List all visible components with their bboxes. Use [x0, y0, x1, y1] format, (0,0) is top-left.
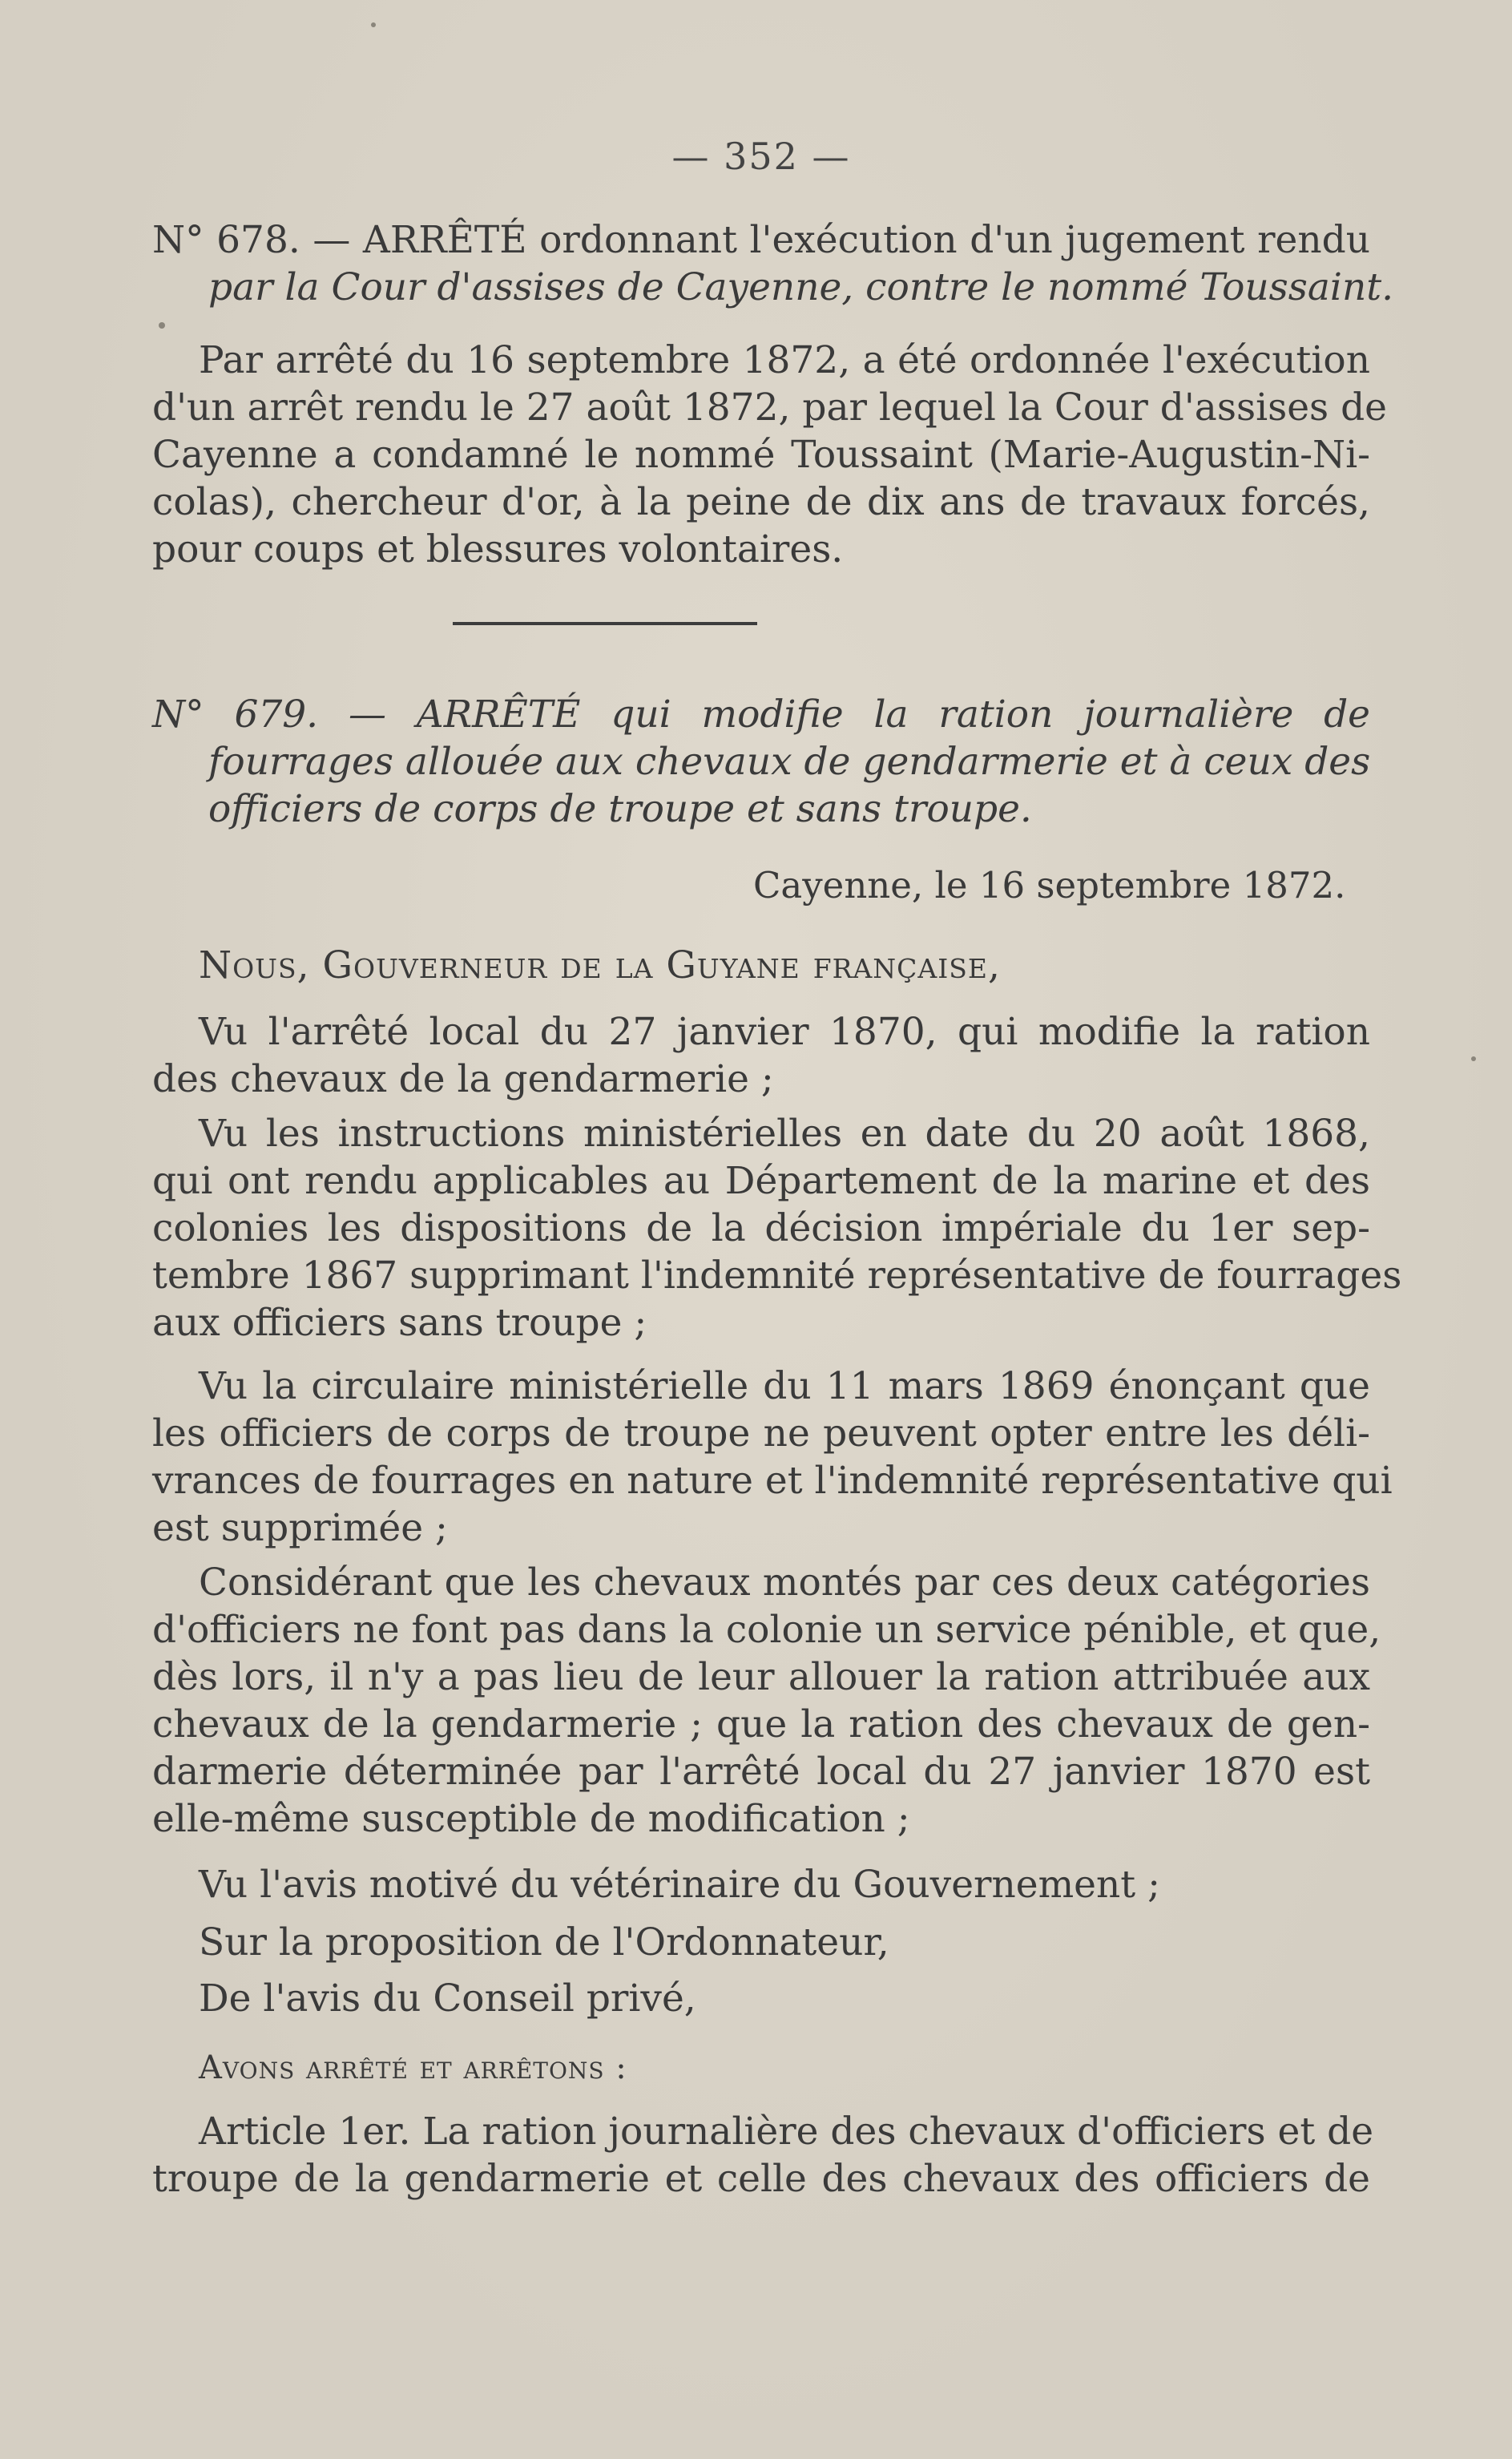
- vu-paragraph-4: [152, 1861, 1370, 1908]
- heading-line: officiers de corps de troupe et sans troupe.: [208, 787, 1032, 831]
- paragraph-line: colas), chercheur d'or, à la peine de dix ans de travaux forcés,: [152, 480, 1370, 524]
- paragraph-line: [152, 2042, 1370, 2092]
- heading-line: fourrages allouée aux chevaux de gendarmerie et à ceux des: [208, 740, 1371, 784]
- paragraph-line: chevaux de la gendarmerie ; que la ration des chevaux de gen-: [152, 1702, 1370, 1746]
- vu-paragraph-3: [152, 1363, 1393, 1552]
- paragraph-line: Vu l'arrêté local du 27 janvier 1870, qui modifie la ration: [199, 1010, 1370, 1054]
- paragraph-line: Vu la circulaire ministérielle du 11 mars 1869 énonçant que: [199, 1364, 1370, 1408]
- paragraph-line: Par arrêté du 16 septembre 1872, a été ordonnée l'exécution: [199, 338, 1370, 382]
- paragraph-line: Vu l'avis motivé du vétérinaire du Gouvernement ;: [199, 1863, 1160, 1907]
- entry-679-heading: [152, 691, 1370, 833]
- entry-678-body: [152, 337, 1387, 573]
- paragraph-line: des chevaux de la gendarmerie ;: [152, 1057, 774, 1101]
- preamble: [152, 942, 1370, 989]
- paragraph-line: colonies les dispositions de la décision impériale du 1er sep-: [152, 1206, 1370, 1250]
- entry-678-heading: [152, 216, 1394, 311]
- paper-speck: [159, 322, 165, 329]
- paragraph-line: dès lors, il n'y a pas lieu de leur allouer la ration attribuée aux: [152, 1655, 1370, 1699]
- paragraph-line: Cayenne a condamné le nommé Toussaint (Marie-Augustin-Ni-: [152, 433, 1370, 477]
- paper-speck: [371, 22, 376, 27]
- paragraph-line: Sur la proposition de l'Ordonnateur,: [199, 1920, 889, 1964]
- article-1: [152, 2108, 1374, 2203]
- paragraph-line: troupe de la gendarmerie et celle des chevaux des officiers de: [152, 2157, 1370, 2201]
- heading-line: par la Cour d'assises de Cayenne, contre le nommé Toussaint.: [208, 265, 1394, 309]
- section-divider: [453, 622, 757, 625]
- paragraph-line: darmerie déterminée par l'arrêté local du 27 janvier 1870 est: [152, 1750, 1370, 1794]
- sur-paragraph: [152, 1919, 1370, 1966]
- vu-paragraph-2: [152, 1110, 1402, 1347]
- paragraph-line: Considérant que les chevaux montés par ces deux catégories: [199, 1561, 1370, 1605]
- preamble-text: Nous, Gouverneur de la Guyane française,: [199, 943, 1001, 987]
- avons-line: [152, 2042, 1370, 2092]
- paper-speck: [1471, 1056, 1476, 1061]
- avons-text: Avons arrêté et arrêtons :: [199, 2049, 627, 2086]
- paragraph-line: Article 1er. La ration journalière des chevaux d'officiers et de: [199, 2110, 1374, 2154]
- heading-line: N° 678. — ARRÊTÉ ordonnant l'exécution d'un jugement rendu: [152, 218, 1370, 262]
- vu-paragraph-1: [152, 1008, 1370, 1103]
- paragraph-line: les officiers de corps de troupe ne peuvent opter entre les déli-: [152, 1411, 1370, 1456]
- heading-line: N° 679. — ARRÊTÉ qui modifie la ration journalière de: [152, 692, 1370, 737]
- paragraph-line: est supprimée ;: [152, 1506, 448, 1550]
- paragraph-line: vrances de fourrages en nature et l'indemnité représentative qui: [152, 1459, 1393, 1503]
- paragraph-line: Vu les instructions ministérielles en date du 20 août 1868,: [199, 1112, 1370, 1156]
- dateline: Cayenne, le 16 septembre 1872.: [753, 864, 1346, 906]
- considerant-paragraph: [152, 1559, 1381, 1843]
- paragraph-line: qui ont rendu applicables au Département de la marine et des: [152, 1159, 1370, 1203]
- paragraph-line: d'officiers ne font pas dans la colonie un service pénible, et que,: [152, 1608, 1381, 1652]
- paragraph-line: d'un arrêt rendu le 27 août 1872, par lequel la Cour d'assises de: [152, 386, 1387, 430]
- paragraph-line: elle-même susceptible de modification ;: [152, 1797, 910, 1841]
- de-paragraph: [152, 1975, 1370, 2022]
- paragraph-line: De l'avis du Conseil privé,: [199, 1976, 696, 2021]
- page-number: — 352 —: [671, 135, 851, 178]
- paragraph-line: pour coups et blessures volontaires.: [152, 527, 844, 571]
- paragraph-line: aux officiers sans troupe ;: [152, 1301, 647, 1345]
- preamble-line: [152, 942, 1370, 989]
- paragraph-line: tembre 1867 supprimant l'indemnité représentative de fourrages: [152, 1254, 1402, 1298]
